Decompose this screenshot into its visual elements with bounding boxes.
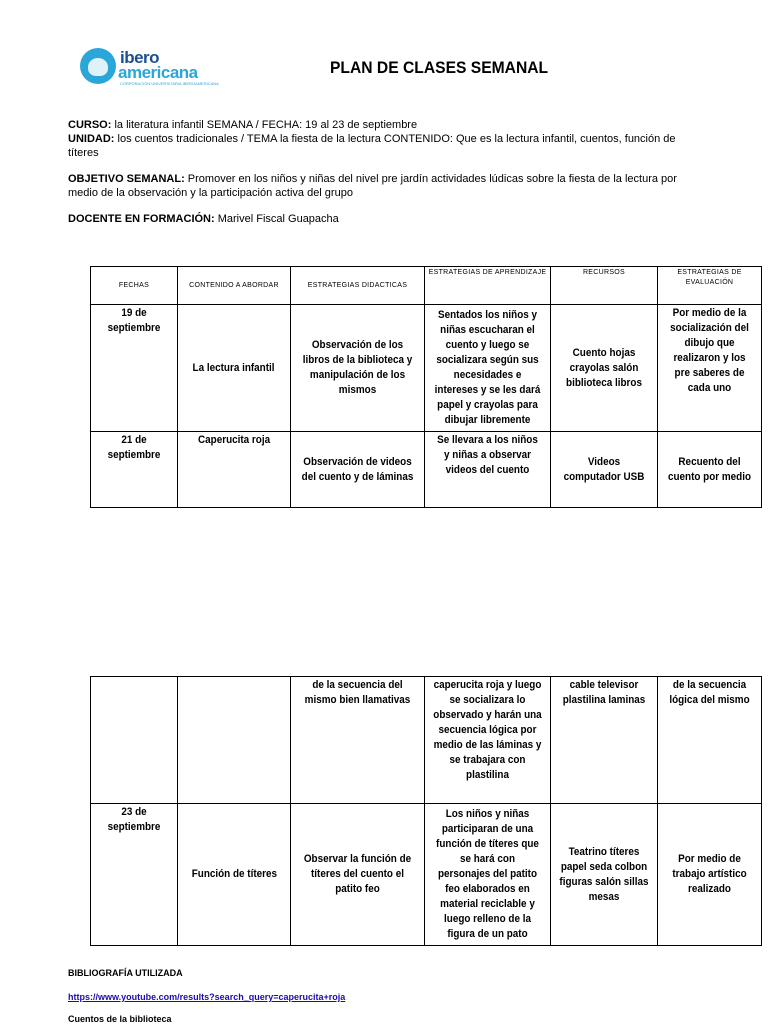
cell-evaluacion-text: Por medio de la socialización del dibujo que realizaron y los pre saberes de cada uno	[670, 307, 749, 394]
cell-estrategia-didactica	[291, 804, 425, 946]
unidad-line	[68, 132, 708, 160]
logo-text-americana: americana	[118, 63, 198, 82]
cell-contenido-text: Caperucita roja	[197, 434, 271, 446]
header-estrategias-aprendizaje: ESTRATEGIAS DE APRENDIZAJE	[425, 267, 551, 305]
cell-evaluacion-text: Por medio de trabajo artístico realizado	[672, 853, 747, 895]
cell-estrategia-didactica-text: de la secuencia del mismo bien llamativas	[304, 679, 411, 706]
lesson-plan-table	[90, 266, 762, 508]
curso-label: CURSO:	[68, 119, 112, 131]
cell-estrategia-didactica	[291, 432, 425, 508]
curso-line	[68, 118, 708, 132]
unidad-text: los cuentos tradicionales / TEMA la fiesta de la lectura CONTENIDO: Que es la lectura infantil, cuentos, función de títeres	[68, 133, 676, 159]
cell-evaluacion	[658, 677, 762, 804]
cell-recursos-text: Teatrino títeres papel seda colbon figuras salón sillas mesas	[559, 845, 649, 903]
objetivo-line	[68, 172, 708, 200]
cell-evaluacion-text: de la secuencia lógica del mismo	[669, 679, 750, 706]
header-contenido: CONTENIDO A ABORDAR	[178, 267, 291, 305]
docente-text: Marivel Fiscal Guapacha	[214, 213, 339, 225]
unidad-label: UNIDAD:	[68, 133, 115, 145]
logo-text-ibero: ibero	[120, 48, 160, 67]
cell-recursos	[551, 432, 658, 508]
cell-estrategia-aprendizaje	[425, 804, 551, 946]
table-row	[91, 305, 762, 432]
cell-contenido	[178, 432, 291, 508]
cell-estrategia-aprendizaje-text: Se llevara a los niños y niñas a observar videos del cuento	[437, 434, 538, 476]
cell-fecha	[91, 804, 178, 946]
cell-contenido	[178, 677, 291, 804]
cell-evaluacion-text: Recuento del cuento por medio	[667, 455, 752, 483]
cell-estrategia-didactica	[291, 677, 425, 804]
logo-mark-icon	[80, 48, 116, 84]
logo-tagline: CORPORACIÓN UNIVERSITARIA IBEROAMERICANA	[120, 81, 219, 86]
bibliografia-link[interactable]: https://www.youtube.com/results?search_query=caperucita+roja	[68, 992, 346, 1002]
cell-recursos	[551, 677, 658, 804]
cell-estrategia-aprendizaje	[425, 432, 551, 508]
lesson-plan-table-continued	[90, 676, 762, 946]
table-row	[91, 804, 762, 946]
cell-recursos-text: Videos computador USB	[563, 455, 645, 483]
cell-recursos	[551, 804, 658, 946]
cell-evaluacion	[658, 305, 762, 432]
cell-contenido	[178, 804, 291, 946]
bibliografia-heading: BIBLIOGRAFÍA UTILIZADA	[68, 968, 183, 978]
cell-recursos	[551, 305, 658, 432]
cell-fecha-text: 23 de septiembre	[107, 806, 161, 833]
cell-contenido-text: La lectura infantil	[193, 361, 275, 374]
objetivo-text: Promover en los niños y niñas del nivel pre jardín actividades lúdicas sobre la fiesta de la lectura por medio de la observación y la participación activa del grupo	[68, 173, 677, 199]
cell-fecha	[91, 677, 178, 804]
header-estrategias-didacticas: ESTRATEGIAS DIDACTICAS	[291, 267, 425, 305]
cell-fecha	[91, 432, 178, 508]
cell-estrategia-aprendizaje-text: Sentados los niños y niñas escucharan el cuento y luego se socializara según sus necesidades e intereses y se les dará papel y crayolas para dibujar libremente	[434, 309, 541, 426]
curso-text: la literatura infantil SEMANA / FECHA: 19 al 23 de septiembre	[111, 119, 418, 131]
header-estrategias-evaluacion: ESTRATEGIAS DE EVALUACIÓN	[658, 267, 762, 305]
docente-line	[68, 212, 708, 226]
cell-estrategia-didactica-text: Observación de los libros de la biblioteca y manipulación de los mismos	[302, 339, 413, 396]
cell-estrategia-aprendizaje	[425, 677, 551, 804]
cell-fecha-text: 21 de septiembre	[107, 434, 161, 461]
header-recursos: RECURSOS	[551, 267, 658, 305]
cell-recursos-text: Cuento hojas crayolas salón biblioteca libros	[566, 346, 642, 389]
cell-recursos-text: cable televisor plastilina laminas	[562, 679, 646, 706]
docente-label: DOCENTE EN FORMACIÓN:	[68, 213, 215, 225]
header-fechas: FECHAS	[91, 267, 178, 305]
iberoamericana-logo	[80, 48, 220, 88]
table-row	[91, 677, 762, 804]
cell-fecha	[91, 305, 178, 432]
cell-evaluacion	[658, 432, 762, 508]
table-row	[91, 432, 762, 508]
cell-estrategia-didactica-text: Observación de videos del cuento y de láminas	[301, 455, 414, 483]
cell-estrategia-aprendizaje-text: caperucita roja y luego se socializara lo observado y harán una secuencia lógica por medio de las láminas y se trabajara con plastilina	[433, 679, 542, 781]
objetivo-label: OBJETIVO SEMANAL:	[68, 173, 185, 185]
cell-estrategia-didactica-text: Observar la función de títeres del cuento el patito feo	[303, 853, 412, 895]
cell-fecha-text: 19 de septiembre	[107, 307, 161, 334]
cell-contenido-text: Función de títeres	[191, 868, 277, 880]
cell-contenido	[178, 305, 291, 432]
cell-evaluacion	[658, 804, 762, 946]
bibliografia-link-line	[68, 992, 345, 1002]
document-title: PLAN DE CLASES SEMANAL	[330, 58, 549, 77]
table-header-row	[91, 267, 762, 305]
cell-estrategia-didactica	[291, 305, 425, 432]
cell-estrategia-aprendizaje-text: Los niños y niñas participaran de una función de títeres que se hará con personajes del patito feo elaborados en material reciclable y luego relleno de la figura de un pato	[436, 808, 539, 940]
cell-estrategia-aprendizaje	[425, 305, 551, 432]
bibliografia-item: Cuentos de la biblioteca	[68, 1014, 172, 1024]
